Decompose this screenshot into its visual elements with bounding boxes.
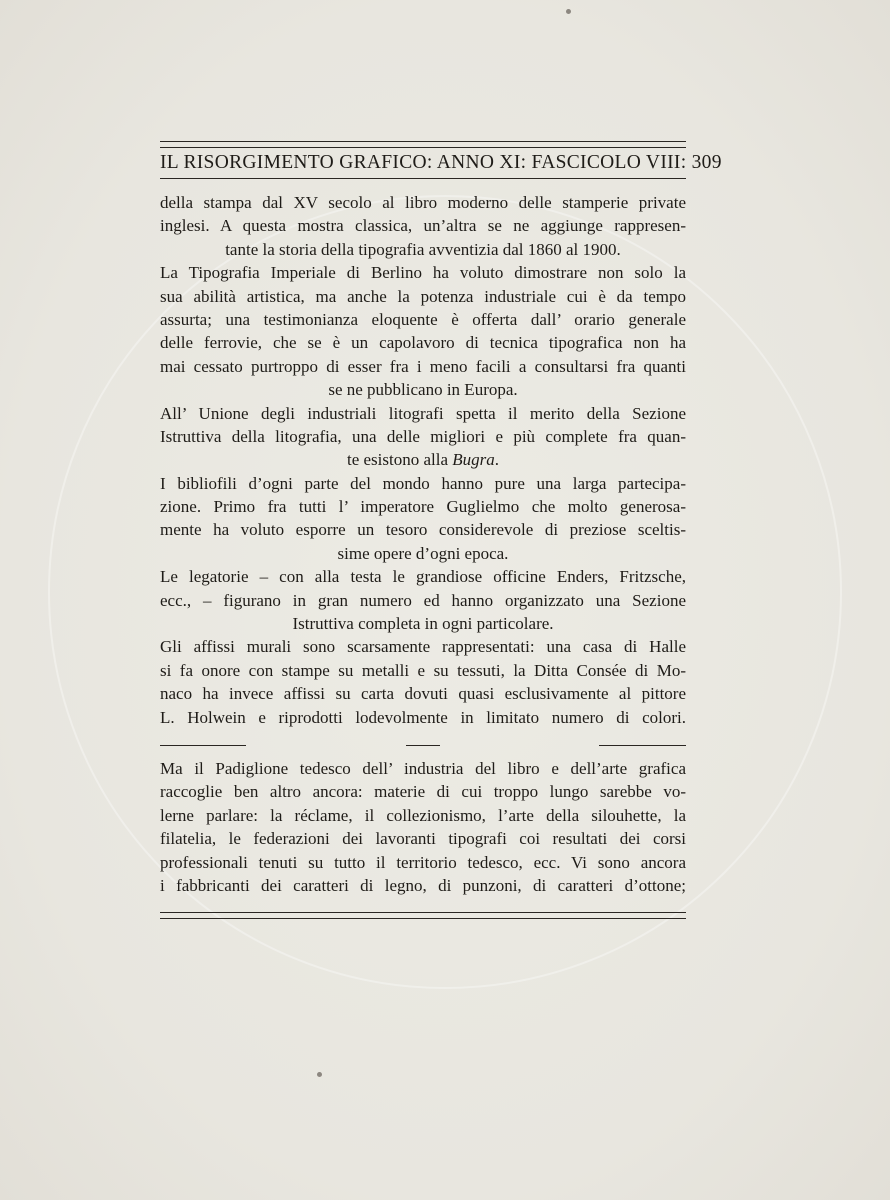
text-line: Gli affissi murali sono scarsamente rappresentati: una casa di Halle xyxy=(160,637,686,657)
footer-rule xyxy=(160,912,686,919)
section-separator-right xyxy=(599,745,686,746)
paragraph xyxy=(160,565,686,635)
text-line: ecc., – figurano in gran numero ed hanno organizzato una Sezione xyxy=(160,590,686,610)
body-text-bottom xyxy=(160,757,686,897)
header-top-rule xyxy=(160,141,686,148)
italic-word: Bugra xyxy=(452,450,495,470)
text-line: L. Holwein e riprodotti lodevolmente in limitato numero di colori. xyxy=(160,707,686,727)
paragraph xyxy=(160,402,686,472)
text-line: I bibliofili d’ogni parte del mondo hanno pure una larga partecipa- xyxy=(160,473,686,493)
text-line: inglesi. A questa mostra classica, un’altra se ne aggiunge rappresen- xyxy=(160,216,686,236)
text-line: delle ferrovie, che se è un capolavoro di tecnica tipografica non ha xyxy=(160,333,686,353)
text-line: mai cessato purtroppo di esser fra i meno facili a consultarsi fra quanti xyxy=(160,356,686,376)
paragraph xyxy=(160,191,686,261)
paragraph xyxy=(160,472,686,566)
paragraph xyxy=(160,635,686,729)
body-text-top xyxy=(160,191,686,729)
paragraph xyxy=(160,261,686,401)
text-line: La Tipografia Imperiale di Berlino ha voluto dimostrare non solo la xyxy=(160,263,686,283)
header-bottom-rule xyxy=(160,178,686,179)
text-line: Le legatorie – con alla testa le grandiose officine Enders, Fritzsche, xyxy=(160,567,686,587)
text-line: filatelia, le federazioni dei lavoranti tipografi coi resultati dei corsi xyxy=(160,829,686,849)
text-line: se ne pubblicano in Europa. xyxy=(328,380,518,400)
text-line: si fa onore con stampe su metalli e su tessuti, la Ditta Consée di Mo- xyxy=(160,660,686,680)
text-line: Istruttiva completa in ogni particolare. xyxy=(292,614,554,634)
text-line: della stampa dal XV secolo al libro moderno delle stamperie private xyxy=(160,193,686,212)
text-line: mente ha voluto esporre un tesoro considerevole di preziose sceltis- xyxy=(160,520,686,540)
running-header: IL RISORGIMENTO GRAFICO: ANNO XI: FASCICOLO VIII: 309 xyxy=(160,152,722,173)
text-line: zione. Primo fra tutti l’ imperatore Guglielmo che molto generosa- xyxy=(160,497,686,517)
text-line: Ma il Padiglione tedesco dell’ industria del libro e dell’arte grafica xyxy=(160,759,686,778)
text-line: All’ Unione degli industriali litografi spetta il merito della Sezione xyxy=(160,403,686,423)
section-separator-center xyxy=(406,745,440,746)
text-line: i fabbricanti dei caratteri di legno, di punzoni, di caratteri d’ottone; xyxy=(160,875,686,895)
text-line: tante la storia della tipografia avventizia dal 1860 al 1900. xyxy=(225,239,621,259)
text-line: te esistono alla Bugra. xyxy=(346,450,500,470)
section-separator-left xyxy=(160,745,246,746)
text-line: lerne parlare: la réclame, il collezionismo, l’arte della silouhette, la xyxy=(160,805,686,825)
paragraph xyxy=(160,757,686,897)
paper-speck xyxy=(566,9,571,14)
text-line: raccoglie ben altro ancora: materie di cui troppo lungo sarebbe vo- xyxy=(160,782,686,802)
text-line: professionali tenuti su tutto il territorio tedesco, ecc. Vi sono ancora xyxy=(160,852,686,872)
paper-speck xyxy=(317,1072,322,1077)
text-line: naco ha invece affissi su carta dovuti quasi esclusivamente al pittore xyxy=(160,684,686,704)
text-line: sua abilità artistica, ma anche la potenza industriale cui è da tempo xyxy=(160,286,686,306)
text-line: assurta; una testimonianza eloquente è offerta dall’ orario generale xyxy=(160,309,686,329)
text-line: Istruttiva della litografia, una delle migliori e più complete fra quan- xyxy=(160,426,686,446)
text-line: sime opere d’ogni epoca. xyxy=(337,543,509,563)
